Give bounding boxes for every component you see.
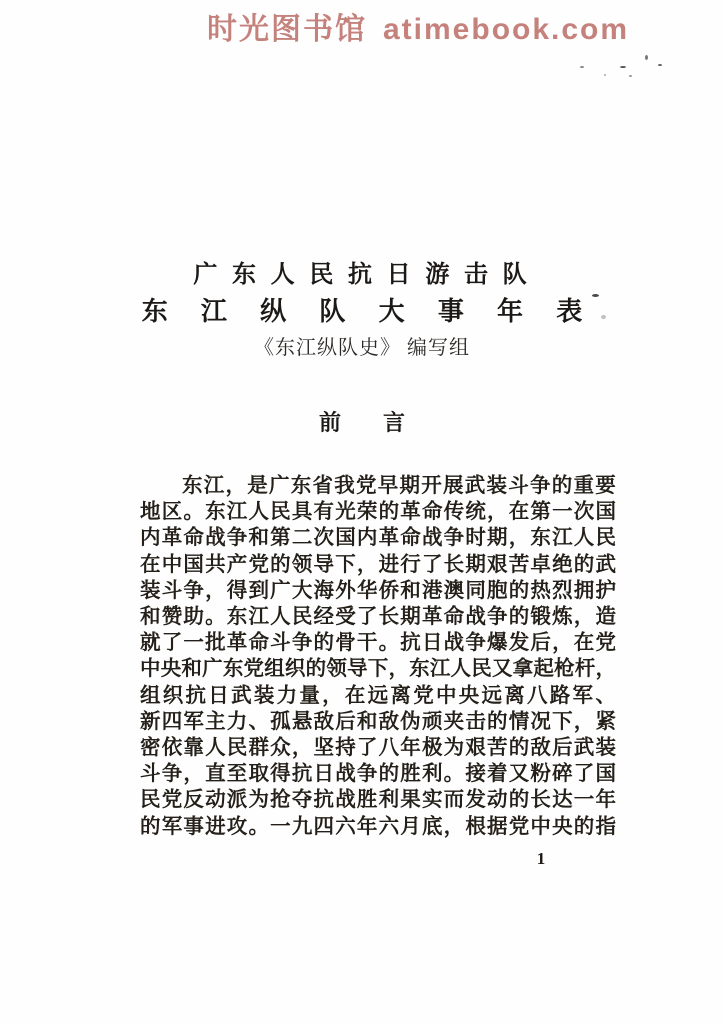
watermark [207, 4, 629, 48]
scan-speck [620, 66, 626, 68]
body-text-line: 斗 争 ， 直 至 取 得 抗 日 战 争 的 胜 利 。 接 着 又 粉 碎 了 国 [140, 763, 616, 786]
watermark-domain: atimebook.com [383, 13, 630, 46]
body-text-line: 地 区 。 东 江 人 民 具 有 光 荣 的 革 命 传 统 ， 在 第 一 次 国 [140, 501, 616, 524]
body-text-line: 密 依 靠 人 民 群 众 ， 坚 持 了 八 年 极 为 艰 苦 的 敌 后 武 装 [140, 736, 616, 759]
body-text-line: 新 四 军 主 力 、 孤 悬 敌 后 和 敌 伪 顽 夹 击 的 情 况 下 ， 紧 [140, 710, 616, 733]
body-text-line: 中 央 和 广 东 党 组 织 的 领 导 下 ， 东 江 人 民 又 拿 起 枪 杆 ， [140, 658, 616, 681]
body-text-line: 就 了 一 批 革 命 斗 争 的 骨 干 。 抗 日 战 争 爆 发 后 ， 在 党 [140, 632, 616, 655]
scan-speck [645, 55, 648, 60]
body-text-line: 和 赞 助 。 东 江 人 民 经 受 了 长 期 革 命 战 争 的 锻 炼 ， 造 [140, 606, 616, 629]
section-heading-char-2: 言 [383, 410, 406, 435]
book-title-line2: 东 江 纵 队 大 事 年 表 [141, 296, 596, 326]
body-text-line: 民 党 反 动 派 为 抢 夺 抗 战 胜 利 果 实 而 发 动 的 长 达 一 年 [140, 789, 616, 812]
scan-speck [580, 66, 584, 68]
body-text-line: 在 中 国 共 产 党 的 领 导 下 ， 进 行 了 长 期 艰 苦 卓 绝 的 武 [140, 553, 616, 576]
body-text-line: 组 织 抗 日 武 装 力 量 ， 在 远 离 党 中 央 远 离 八 路 军 、 [140, 684, 616, 707]
watermark-site-name: 时光图书馆 [207, 13, 367, 46]
body-text-line: 东 江 ， 是 广 东 省 我 党 早 期 开 展 武 装 斗 争 的 重 要 [182, 475, 616, 498]
preface-body [140, 470, 616, 837]
byline: 《东江纵队史》 编写组 [254, 337, 470, 359]
scan-speck [629, 75, 632, 77]
body-text-line: 的 军 事 进 攻 。 一 九 四 六 年 六 月 底 ， 根 据 党 中 央 的 指 [140, 815, 616, 838]
page-number: 1 [536, 849, 546, 868]
section-heading-char-1: 前 [318, 410, 341, 435]
scan-speck [604, 74, 606, 76]
book-title-line1: 广 东 人 民 抗 日 游 击 队 [193, 261, 531, 288]
section-heading [0, 406, 724, 437]
body-text-line: 装 斗 争 ， 得 到 广 大 海 外 华 侨 和 港 澳 同 胞 的 热 烈 拥 护 [140, 579, 616, 602]
body-text-line: 内 革 命 战 争 和 第 二 次 国 内 革 命 战 争 时 期 ， 东 江 人 民 [140, 527, 616, 550]
scan-speck [658, 64, 662, 66]
